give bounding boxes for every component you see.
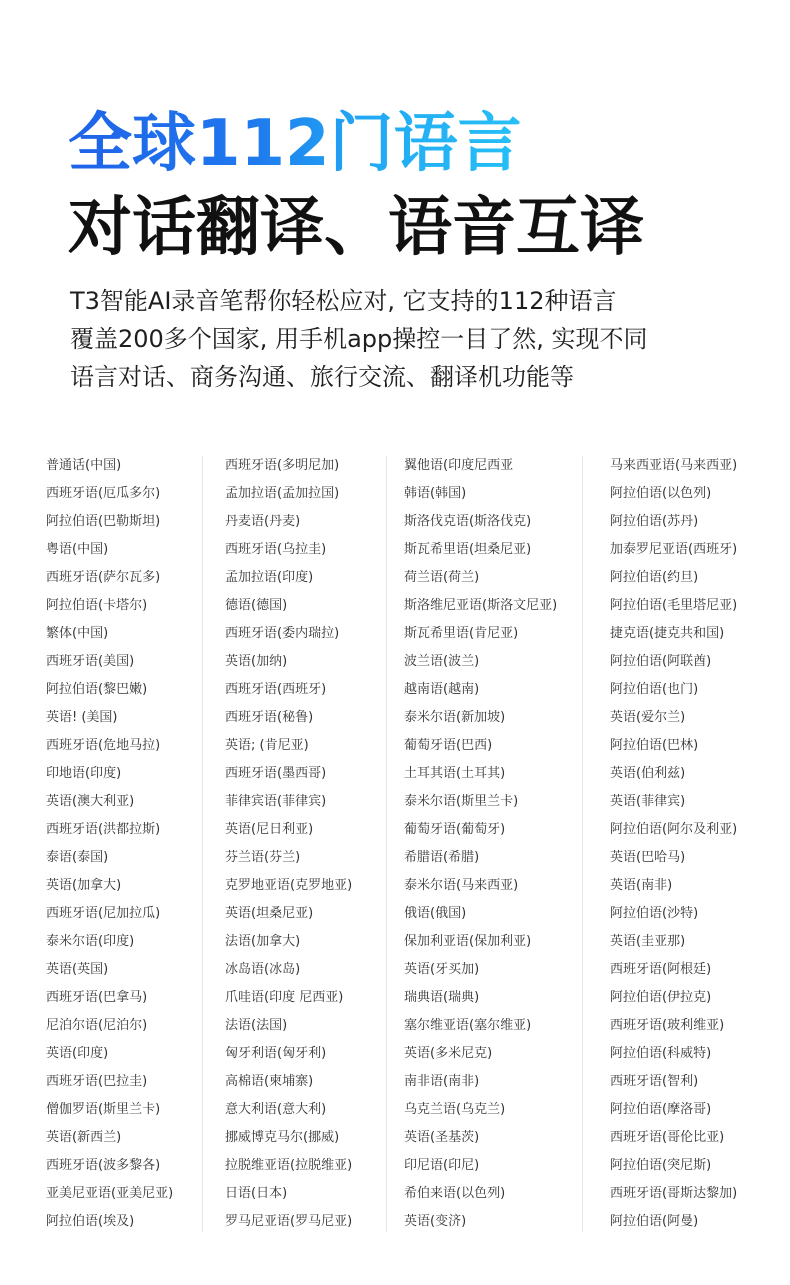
language-item: 阿拉伯语(巴林) xyxy=(610,738,699,753)
intro-paragraph xyxy=(70,282,760,396)
language-item: 阿拉伯语(黎巴嫩) xyxy=(46,682,148,697)
language-item: 英语(澳大利亚) xyxy=(46,794,135,809)
language-item: 阿拉伯语(沙特) xyxy=(610,906,699,921)
language-item: 西班牙语(哥伦比亚) xyxy=(610,1130,725,1145)
language-item: 冰岛语(冰岛) xyxy=(225,962,301,977)
language-item: 阿拉伯语(苏丹) xyxy=(610,514,699,529)
language-item: 亚美尼亚语(亚美尼亚) xyxy=(46,1186,174,1201)
language-item: 西班牙语(波多黎各) xyxy=(46,1158,161,1173)
language-item: 英语(圣基茨) xyxy=(404,1130,480,1145)
language-item: 罗马尼亚语(罗马尼亚) xyxy=(225,1214,353,1229)
language-item: 拉脱维亚语(拉脱维亚) xyxy=(225,1158,353,1173)
language-item: 西班牙语(哥斯达黎加) xyxy=(610,1186,738,1201)
language-item: 希腊语(希腊) xyxy=(404,850,480,865)
language-item: 瑞典语(瑞典) xyxy=(404,990,480,1005)
language-item: 阿拉伯语(巴勒斯坦) xyxy=(46,514,161,529)
language-column xyxy=(610,452,770,1236)
language-item: 阿拉伯语(埃及) xyxy=(46,1214,135,1229)
language-item: 爪哇语(印度 尼西亚) xyxy=(225,990,344,1005)
language-item: 英语(多米尼克) xyxy=(404,1046,493,1061)
language-item: 保加利亚语(保加利亚) xyxy=(404,934,532,949)
language-item: 葡萄牙语(葡萄牙) xyxy=(404,822,506,837)
language-item: 西班牙语(阿根廷) xyxy=(610,962,712,977)
language-item: 挪威博克马尔(挪威) xyxy=(225,1130,340,1145)
language-item: 英语(菲律宾) xyxy=(610,794,686,809)
language-item: 英语; (肯尼亚) xyxy=(225,738,309,753)
language-item: 西班牙语(乌拉圭) xyxy=(225,542,327,557)
language-item: 阿拉伯语(卡塔尔) xyxy=(46,598,148,613)
language-item: 阿拉伯语(阿联酋) xyxy=(610,654,712,669)
language-item: 斯瓦希里语(肯尼亚) xyxy=(404,626,519,641)
language-item: 阿拉伯语(科威特) xyxy=(610,1046,712,1061)
language-item: 匈牙利语(匈牙利) xyxy=(225,1046,327,1061)
language-item: 粤语(中国) xyxy=(46,542,109,557)
language-item: 阿拉伯语(突尼斯) xyxy=(610,1158,712,1173)
language-item: 俄语(俄国) xyxy=(404,906,467,921)
language-column xyxy=(225,452,385,1236)
language-item: 英语(南非) xyxy=(610,878,673,893)
headline-primary: 全球112门语言 xyxy=(68,104,522,184)
language-item: 克罗地亚语(克罗地亚) xyxy=(225,878,353,893)
language-item: 阿拉伯语(阿尔及利亚) xyxy=(610,822,738,837)
language-item: 葡萄牙语(巴西) xyxy=(404,738,493,753)
column-divider xyxy=(582,456,583,1232)
language-item: 印尼语(印尼) xyxy=(404,1158,480,1173)
language-item: 西班牙语(美国) xyxy=(46,654,135,669)
language-item: 芬兰语(芬兰) xyxy=(225,850,301,865)
language-item: 西班牙语(墨西哥) xyxy=(225,766,327,781)
language-item: 南非语(南非) xyxy=(404,1074,480,1089)
language-item: 英语(英国) xyxy=(46,962,109,977)
language-item: 塞尔维亚语(塞尔维亚) xyxy=(404,1018,532,1033)
language-item: 西班牙语(委内瑞拉) xyxy=(225,626,340,641)
language-item: 马来西亚语(马来西亚) xyxy=(610,458,738,473)
language-item: 西班牙语(秘鲁) xyxy=(225,710,314,725)
language-item: 尼泊尔语(尼泊尔) xyxy=(46,1018,148,1033)
column-divider xyxy=(202,456,203,1232)
language-item: 孟加拉语(孟加拉国) xyxy=(225,486,340,501)
language-item: 翼他语(印度尼西亚 xyxy=(404,458,514,473)
language-item: 土耳其语(土耳其) xyxy=(404,766,506,781)
intro-line: T3智能AI录音笔帮你轻松应对, 它支持的112种语言 xyxy=(70,287,617,315)
language-item: 西班牙语(玻利维亚) xyxy=(610,1018,725,1033)
language-item: 阿拉伯语(也门) xyxy=(610,682,699,697)
language-item: 阿拉伯语(阿曼) xyxy=(610,1214,699,1229)
language-item: 英语(坦桑尼亚) xyxy=(225,906,314,921)
language-item: 泰米尔语(马来西亚) xyxy=(404,878,519,893)
language-item: 西班牙语(危地马拉) xyxy=(46,738,161,753)
language-item: 希伯来语(以色列) xyxy=(404,1186,506,1201)
language-item: 高棉语(柬埔寨) xyxy=(225,1074,314,1089)
language-item: 孟加拉语(印度) xyxy=(225,570,314,585)
language-item: 僧伽罗语(斯里兰卡) xyxy=(46,1102,161,1117)
language-item: 捷克语(捷克共和国) xyxy=(610,626,725,641)
language-item: 西班牙语(多明尼加) xyxy=(225,458,340,473)
language-item: 法语(加拿大) xyxy=(225,934,301,949)
language-column xyxy=(404,452,579,1236)
language-item: 丹麦语(丹麦) xyxy=(225,514,301,529)
language-item: 意大利语(意大利) xyxy=(225,1102,327,1117)
language-item: 泰语(泰国) xyxy=(46,850,109,865)
column-divider xyxy=(386,456,387,1232)
language-item: 西班牙语(萨尔瓦多) xyxy=(46,570,161,585)
intro-line: 语言对话、商务沟通、旅行交流、翻译机功能等 xyxy=(70,363,574,391)
language-item: 西班牙语(巴拿马) xyxy=(46,990,148,1005)
language-item: 阿拉伯语(约旦) xyxy=(610,570,699,585)
language-item: 德语(德国) xyxy=(225,598,288,613)
language-item: 英语(巴哈马) xyxy=(610,850,686,865)
language-item: 斯洛维尼亚语(斯洛文尼亚) xyxy=(404,598,558,613)
language-item: 荷兰语(荷兰) xyxy=(404,570,480,585)
language-item: 英语(印度) xyxy=(46,1046,109,1061)
language-item: 西班牙语(洪都拉斯) xyxy=(46,822,161,837)
language-item: 西班牙语(巴拉圭) xyxy=(46,1074,148,1089)
language-item: 斯瓦希里语(坦桑尼亚) xyxy=(404,542,532,557)
language-item: 加泰罗尼亚语(西班牙) xyxy=(610,542,738,557)
language-item: 英语! (美国) xyxy=(46,710,118,725)
language-item: 菲律宾语(菲律宾) xyxy=(225,794,327,809)
language-item: 波兰语(波兰) xyxy=(404,654,480,669)
language-item: 繁体(中国) xyxy=(46,626,109,641)
language-item: 西班牙语(西班牙) xyxy=(225,682,327,697)
language-item: 越南语(越南) xyxy=(404,682,480,697)
language-item: 泰米尔语(印度) xyxy=(46,934,135,949)
language-item: 泰米尔语(斯里兰卡) xyxy=(404,794,519,809)
language-item: 韩语(韩国) xyxy=(404,486,467,501)
language-item: 英语(圭亚那) xyxy=(610,934,686,949)
language-item: 英语(爱尔兰) xyxy=(610,710,686,725)
language-item: 西班牙语(尼加拉瓜) xyxy=(46,906,161,921)
language-item: 阿拉伯语(毛里塔尼亚) xyxy=(610,598,738,613)
language-item: 英语(加拿大) xyxy=(46,878,122,893)
language-item: 西班牙语(厄瓜多尔) xyxy=(46,486,161,501)
language-item: 阿拉伯语(以色列) xyxy=(610,486,712,501)
language-item: 乌克兰语(乌克兰) xyxy=(404,1102,506,1117)
language-list xyxy=(0,452,790,1242)
language-item: 英语(伯利兹) xyxy=(610,766,686,781)
language-item: 英语(新西兰) xyxy=(46,1130,122,1145)
language-item: 日语(日本) xyxy=(225,1186,288,1201)
language-item: 英语(尼日利亚) xyxy=(225,822,314,837)
language-column xyxy=(46,452,196,1236)
language-item: 阿拉伯语(摩洛哥) xyxy=(610,1102,712,1117)
language-item: 泰米尔语(新加坡) xyxy=(404,710,506,725)
language-item: 法语(法国) xyxy=(225,1018,288,1033)
language-item: 普通话(中国) xyxy=(46,458,122,473)
language-item: 英语(变济) xyxy=(404,1214,467,1229)
language-item: 英语(加纳) xyxy=(225,654,288,669)
headline-secondary: 对话翻译、语音互译 xyxy=(68,191,644,265)
language-item: 西班牙语(智利) xyxy=(610,1074,699,1089)
language-item: 印地语(印度) xyxy=(46,766,122,781)
language-item: 斯洛伐克语(斯洛伐克) xyxy=(404,514,532,529)
language-item: 阿拉伯语(伊拉克) xyxy=(610,990,712,1005)
language-item: 英语(牙买加) xyxy=(404,962,480,977)
intro-line: 覆盖200多个国家, 用手机app操控一目了然, 实现不同 xyxy=(70,325,648,353)
